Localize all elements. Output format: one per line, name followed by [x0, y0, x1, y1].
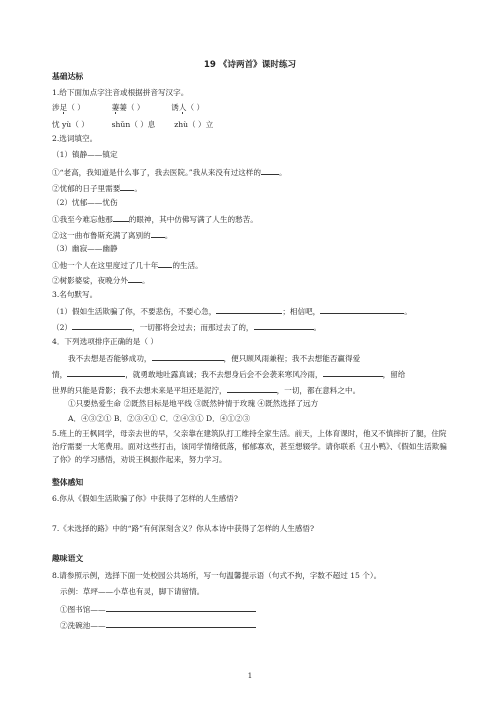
q1-r1c: 诱人（ ） — [171, 103, 205, 112]
q3-line2: （2） ，一切都将会过去；而那过去了的， 。 — [52, 323, 322, 332]
answer-blank[interactable] — [128, 274, 142, 283]
q4-para2: 情， ，就勇敢地吐露真诚；我不去想身后会不会袭来寒风冷雨， ，留给 — [52, 370, 406, 379]
q2-g3b: ②树影婆娑，夜晚分外 。 — [52, 276, 150, 285]
q2-stem: 2.选词填空。 — [52, 134, 98, 143]
q1-stem: 1.给下面加点字注音或根据拼音写汉字。 — [52, 88, 189, 97]
q2-g2b: ②这一曲布鲁斯充满了离别的 。 — [52, 231, 173, 240]
q2-group1: （1）镇静——镇定 — [52, 150, 118, 159]
q7-text: 7.《未选择的路》中的“路”有何深刻含义？你从本诗中获得了怎样的人生感悟? — [52, 524, 315, 533]
q1-r2b: shǔn（ ）息 — [111, 120, 156, 129]
q2-g3a: ①他一个人在这里度过了几十年 的生活。 — [52, 261, 203, 270]
q4-para3: 世界的只能是背影；我不去想未来是平坦还是泥泞， ，一切，都在意料之中。 — [52, 386, 361, 395]
q4-options: ①只要热爱生命 ②既然目标是地平线 ③既然钟情于玫瑰 ④既然选择了远方 — [68, 399, 319, 408]
q4-stem: 4．下列选项排序正确的是（ ） — [52, 337, 158, 346]
q4-choices: A．④③②① B．②③④① C．②④③① D．④①②③ — [68, 414, 251, 423]
q5-text: 5.班上的王枫同学，母亲去世的早，父亲靠在建筑队打工维持全家生活。前天，上体育课时，他又不慎摔折了腿，住院治疗需要一大笔费用。面对这些打击，该同学情绪低落，郁郁寡欢，甚至想辍学。请你联系《丑小鸭》、《假如生活欺骗了你》的学习感悟，劝说王枫振作起来，努力学习。 — [52, 429, 447, 464]
section-basic: 基础达标 — [52, 72, 84, 81]
answer-blank[interactable] — [254, 321, 314, 330]
q6-text: 6.你从《假如生活欺骗了你》中获得了怎样的人生感悟? — [52, 494, 238, 503]
q1-r1b: 萋萋（ ） — [111, 103, 145, 112]
q1-r1a: 涉足（ ） — [52, 103, 85, 112]
q8-stem: 8.请参照示例，选择下面一处校园公共场所，写一句温馨提示语（句式不拘，字数不超过 15 个）。 — [52, 571, 382, 580]
answer-blank[interactable] — [106, 603, 256, 612]
page-number: 1 — [247, 672, 253, 680]
q1-row1 — [52, 103, 204, 113]
q1-r2c: zhù（ ）立 — [174, 120, 214, 129]
answer-blank[interactable] — [151, 229, 165, 238]
q8-example: 示例：草坪——小草也有灵，脚下请留情。 — [60, 587, 205, 596]
q4-para1: 我不去想是否能够成功， ，便只顾风雨兼程；我不去想能否赢得爱 — [68, 354, 361, 363]
answer-blank[interactable] — [120, 182, 134, 191]
answer-blank[interactable] — [158, 259, 172, 268]
q2-g1b: ②忧郁的日子里需要 。 — [52, 184, 142, 193]
answer-blank[interactable] — [323, 368, 383, 377]
answer-blank[interactable] — [261, 166, 279, 175]
answer-blank[interactable] — [216, 305, 282, 314]
q3-line1: （1）假如生活欺骗了你，不要悲伤，不要心急， ；相信吧， 。 — [52, 307, 412, 316]
answer-blank[interactable] — [106, 619, 256, 628]
q2-g1a: ①“老高，我知道是什么事了，我去医院。”我从来没有过这样的 。 — [52, 168, 287, 177]
answer-blank[interactable] — [227, 384, 277, 393]
answer-blank[interactable] — [113, 213, 129, 222]
page-title: 19 《诗两首》课时练习 — [203, 60, 297, 70]
answer-blank[interactable] — [320, 305, 404, 314]
section-overall: 整体感知 — [52, 478, 84, 487]
q3-stem: 3.名句默写。 — [52, 290, 98, 299]
answer-blank[interactable] — [72, 321, 132, 330]
section-fun: 趣味语文 — [52, 554, 84, 563]
answer-blank[interactable] — [67, 368, 125, 377]
q2-group2: （2）忧郁——忧伤 — [52, 198, 118, 207]
answer-blank[interactable] — [152, 352, 224, 361]
q2-g2a: ①我至今难忘他那 的眼神，其中仿佛写满了人生的愁苦。 — [52, 215, 258, 224]
q1-row2 — [52, 120, 213, 130]
q8-b: ②洗碗池—— — [60, 619, 256, 631]
q2-group3: （3）幽寂——幽静 — [52, 244, 118, 253]
q8-a: ①图书馆—— — [60, 603, 256, 615]
q1-r2a: 忧 yù（ ） — [52, 120, 89, 129]
